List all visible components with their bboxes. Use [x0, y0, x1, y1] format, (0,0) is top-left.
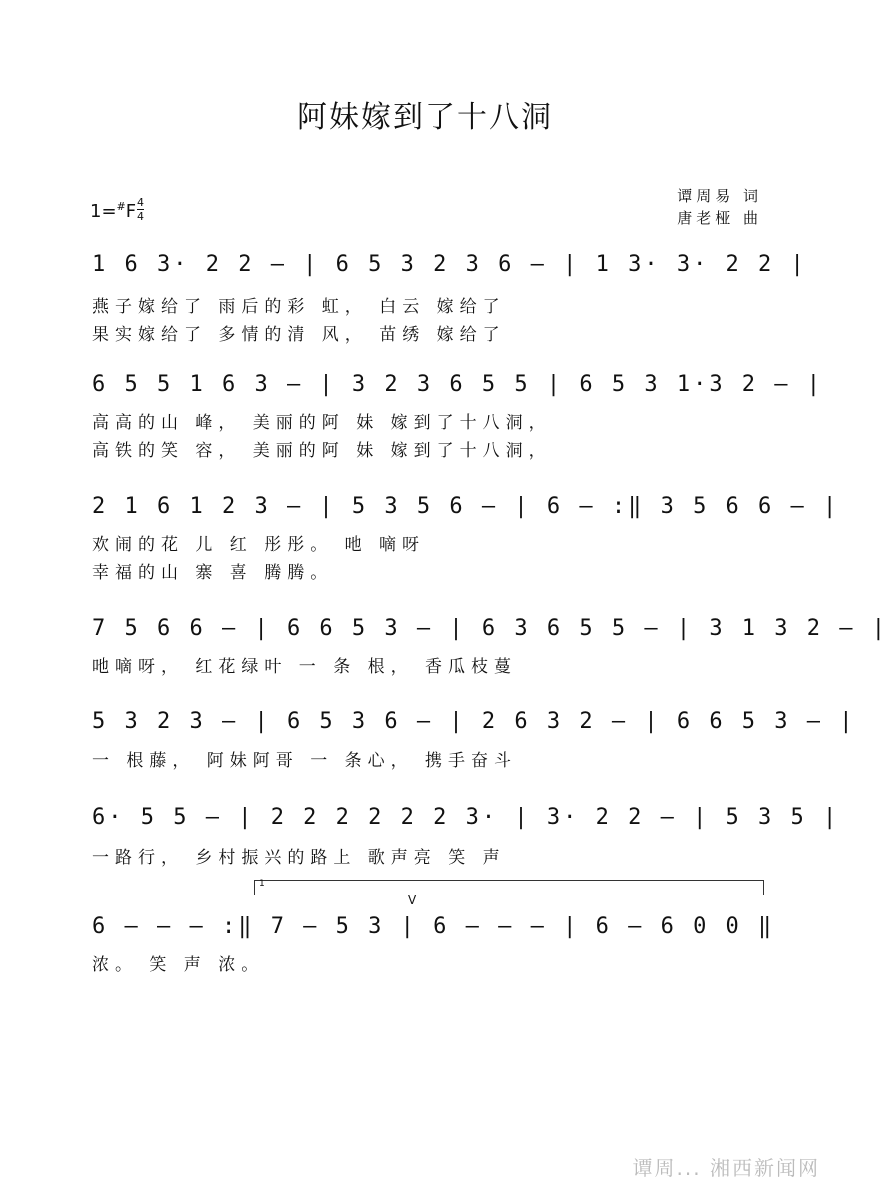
lyric-line-7a: 浓。 笑 声 浓。 [92, 955, 265, 975]
notation-line-7: 6 — — — :‖ 7 — 5 3 | 6 — — — | 6 — 6 0 0 ‖ [92, 914, 775, 939]
time-top: 4 [137, 196, 144, 209]
song-title: 阿妹嫁到了十八洞 [297, 100, 553, 135]
lyric-line-1b: 果实嫁给了 多情的清 风， 苗绣 嫁给了 [92, 325, 506, 345]
breath-mark: V [408, 893, 417, 907]
lyric-line-1a: 燕子嫁给了 雨后的彩 虹， 白云 嫁给了 [92, 297, 506, 317]
volta-number: 1 [259, 879, 265, 889]
lyric-line-2b: 高铁的笑 容， 美丽的阿 妹 嫁到了十八洞， [92, 441, 552, 461]
lyric-line-5a: 一 根藤， 阿妹阿哥 一 条心， 携手奋斗 [92, 751, 518, 771]
watermark: 谭周... 湘西新闻网 [632, 1156, 820, 1180]
lyric-line-3b: 幸福的山 寨 喜 腾腾。 [92, 563, 334, 583]
lyricist: 谭周易 词 [677, 187, 762, 205]
key-prefix: 1= [90, 201, 117, 222]
notation-line-3: 2 1 6 1 2 3 — | 5 3 5 6 — | 6 — :‖ 3 5 6 6 — | [92, 494, 840, 519]
time-bottom: 4 [137, 210, 144, 223]
time-signature [137, 196, 144, 223]
notation-line-5: 5 3 2 3 — | 6 5 3 6 — | 2 6 3 2 — | 6 6 5 3 — | [92, 709, 856, 734]
notation-line-4: 7 5 6 6 — | 6 6 5 3 — | 6 3 6 5 5 — | 3 1 3 2 — | [92, 616, 888, 641]
composer: 唐老桠 曲 [677, 209, 762, 227]
notation-line-6: 6· 5 5 — | 2 2 2 2 2 2 3· | 3· 2 2 — | 5 3 5 | [92, 805, 840, 830]
notation-line-2: 6 5 5 1 6 3 — | 3 2 3 6 5 5 | 6 5 3 1·3 2 — | [92, 372, 824, 397]
key-sharp: # [116, 200, 126, 213]
key-note: F [125, 201, 137, 222]
notation-line-1: 1 6 3· 2 2 — | 6 5 3 2 3 6 — | 1 3· 3· 2 2 | [92, 252, 807, 277]
first-ending-bracket [254, 880, 764, 895]
credits [677, 185, 762, 229]
lyric-line-6a: 一路行， 乡村振兴的路上 歌声亮 笑 声 [92, 848, 506, 868]
lyric-line-4a: 吔嘀呀， 红花绿叶 一 条 根， 香瓜枝蔓 [92, 657, 518, 677]
lyric-line-2a: 高高的山 峰， 美丽的阿 妹 嫁到了十八洞， [92, 413, 552, 433]
lyric-line-3a: 欢闹的花 儿 红 彤彤。 吔 嘀呀 [92, 535, 426, 555]
key-signature [90, 200, 136, 222]
